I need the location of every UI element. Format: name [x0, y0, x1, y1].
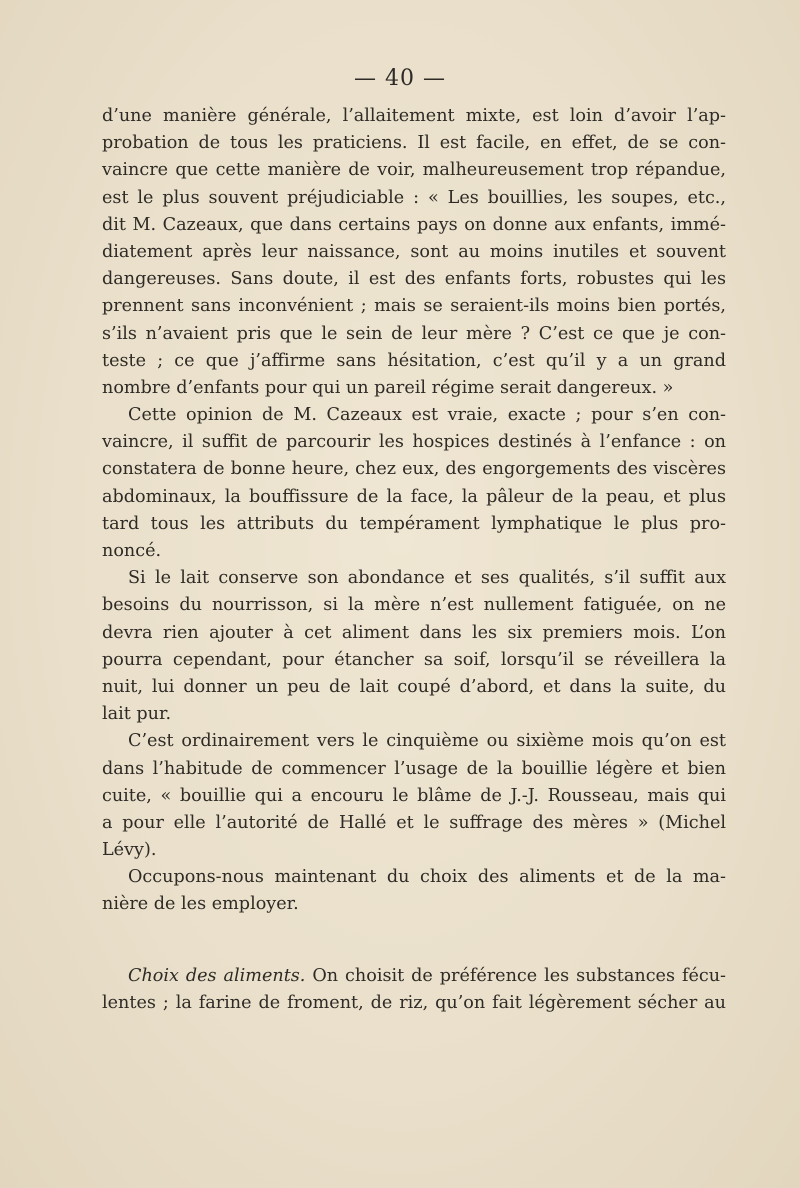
text-line: nombre d’enfants pour qui un pareil régime serait dangereux. »: [102, 377, 674, 398]
text-line: Si le lait conserve son abondance et ses qualités, s’il suffit aux: [128, 568, 726, 589]
paragraph: [102, 728, 726, 864]
paragraph: [102, 402, 726, 565]
text-line: probation de tous les praticiens. Il est facile, en effet, de se con-: [102, 133, 726, 154]
text-line: [102, 963, 726, 990]
text-line: dangereuses. Sans doute, il est des enfants forts, robustes qui les: [102, 269, 726, 290]
text-line: lait pur.: [102, 704, 172, 725]
text-line: Lévy).: [102, 840, 157, 861]
text-line: nuit, lui donner un peu de lait coupé d’abord, et dans la suite, du: [102, 676, 726, 697]
text-line: est le plus souvent préjudiciable : « Les bouillies, les soupes, etc.,: [102, 187, 726, 208]
text-line: prennent sans inconvénient ; mais se seraient-ils moins bien portés,: [102, 296, 726, 317]
text-line: constatera de bonne heure, chez eux, des engorgements des viscères: [102, 459, 726, 480]
section-paragraph: [102, 963, 726, 1017]
text-line: noncé.: [102, 541, 162, 561]
text-line: a pour elle l’autorité de Hallé et le suffrage des mères » (Michel: [102, 812, 726, 833]
body-text: [102, 103, 726, 1017]
section-spacer: [102, 919, 726, 963]
section-heading: Choix des aliments.: [128, 965, 306, 986]
text-line: s’ils n’avaient pris que le sein de leur mère ? C’est ce que je con-: [102, 323, 726, 344]
text-line: vaincre que cette manière de voir, malheureusement trop répandue,: [102, 160, 726, 181]
text-line: vaincre, il suffit de parcourir les hospices destinés à l’enfance : on: [102, 432, 726, 453]
text-line: lentes ; la farine de froment, de riz, qu’on fait légèrement sécher au: [102, 992, 726, 1013]
text-line: d’une manière générale, l’allaitement mixte, est loin d’avoir l’ap-: [102, 106, 726, 126]
text-line: devra rien ajouter à cet aliment dans les six premiers mois. L’on: [102, 622, 726, 643]
text-line: Cette opinion de M. Cazeaux est vraie, exacte ; pour s’en con-: [128, 405, 726, 426]
text-line: teste ; ce que j’affirme sans hésitation, c’est qu’il y a un grand: [102, 350, 726, 371]
text-line: dit M. Cazeaux, que dans certains pays on donne aux enfants, immé-: [102, 214, 726, 235]
paragraph: [102, 864, 726, 918]
line-text: On choisit de préférence les substances fécu-: [305, 965, 727, 986]
text-line: C’est ordinairement vers le cinquième ou sixième mois qu’on est: [128, 731, 726, 752]
text-line: abdominaux, la bouffissure de la face, la pâleur de la peau, et plus: [102, 486, 726, 507]
text-line: besoins du nourrisson, si la mère n’est nullement fatiguée, on ne: [102, 595, 726, 616]
text-line: tard tous les attributs du tempérament lymphatique le plus pro-: [102, 513, 726, 534]
text-line: diatement après leur naissance, sont au moins inutiles et souvent: [102, 241, 726, 262]
text-line: pourra cependant, pour étancher sa soif, lorsqu’il se réveillera la: [102, 649, 726, 670]
paragraph: [102, 565, 726, 728]
paragraph: [102, 103, 726, 402]
text-line: dans l’habitude de commencer l’usage de la bouillie légère et bien: [102, 758, 726, 779]
page-number: — 40 —: [354, 66, 446, 91]
text-line: nière de les employer.: [102, 894, 299, 915]
text-line: cuite, « bouillie qui a encouru le blâme de J.-J. Rousseau, mais qui: [102, 785, 726, 806]
text-line: Occupons-nous maintenant du choix des aliments et de la ma-: [128, 867, 726, 888]
